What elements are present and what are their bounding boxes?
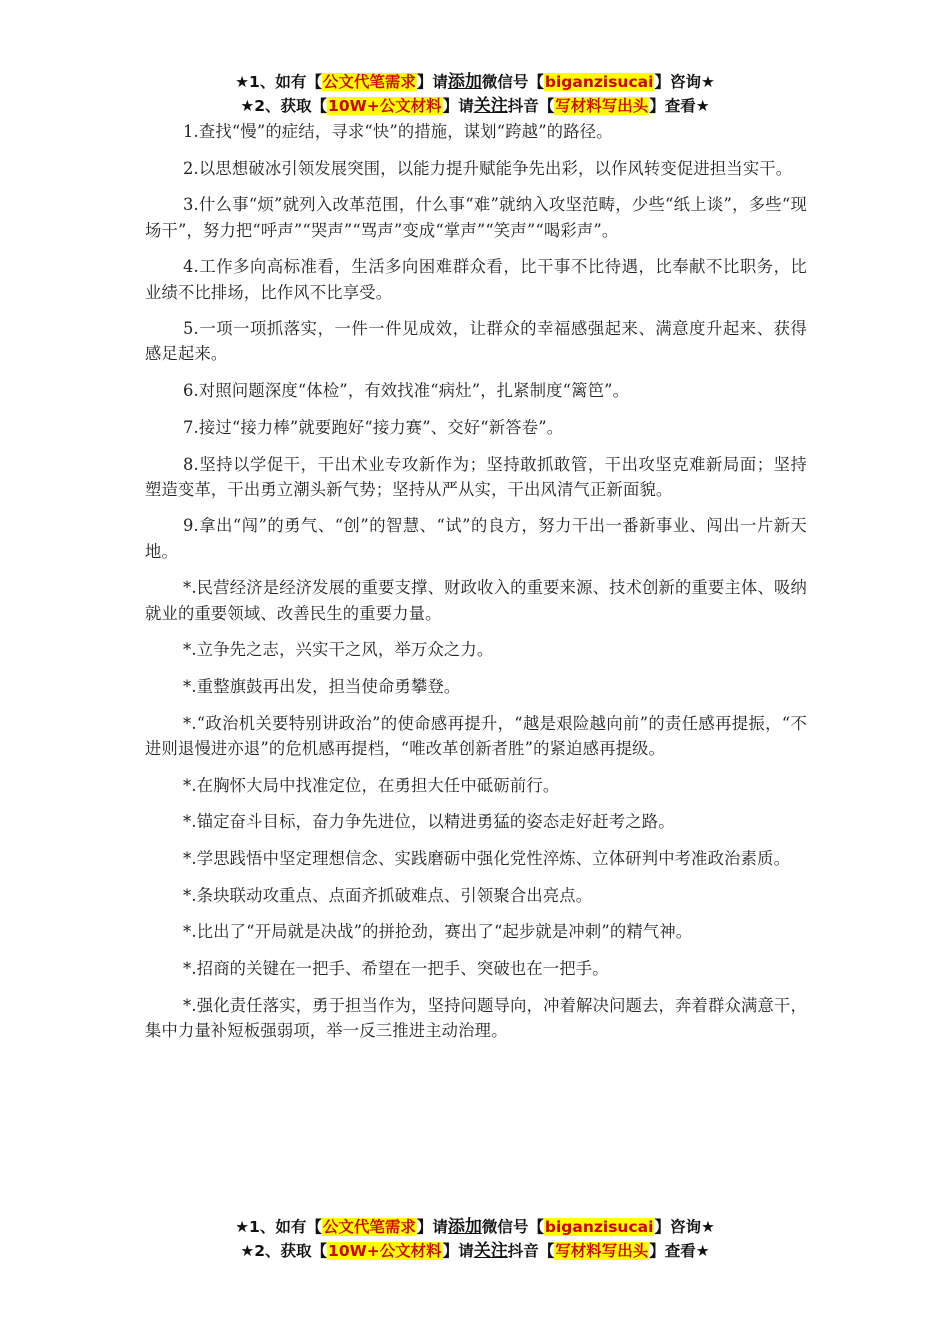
promo-line-2 xyxy=(0,94,950,118)
promo-highlight: 公文代笔需求 xyxy=(322,1218,416,1236)
promo-banner-bottom xyxy=(0,1215,950,1263)
paragraph: 7.接过“接力棒”就要跑好“接力赛”、交好“新答卷”。 xyxy=(183,417,564,437)
paragraph: *.条块联动攻重点、点面齐抓破难点、引领聚合出亮点。 xyxy=(183,885,593,905)
promo-text: 】咨询★ xyxy=(654,73,715,91)
paragraph: *.锚定奋斗目标，奋力争先进位，以精进勇猛的姿态走好赶考之路。 xyxy=(183,812,675,832)
paragraph: *.民营经济是经济发展的重要支撑、财政收入的重要来源、技术创新的重要主体、吸纳就业的重要领域、改善民生的重要力量。 xyxy=(145,578,807,623)
promo-text: 抖音【 xyxy=(507,1242,555,1260)
promo-text: 】查看★ xyxy=(649,1242,710,1260)
paragraph: 1.查找“慢”的症结，寻求“快”的措施，谋划“跨越”的路径。 xyxy=(183,122,613,141)
promo-text: ★1、如有【 xyxy=(235,1218,322,1236)
promo-text: ★2、获取【 xyxy=(240,1242,328,1260)
paragraph: *.强化责任落实，勇于担当作为，坚持问题导向，冲着解决问题去，奔着群众满意干，集中力量补短板强弱项，举一反三推进主动治理。 xyxy=(145,995,807,1040)
promo-wechat-id: biganzisucai xyxy=(544,73,654,91)
promo-text: 微信号【 xyxy=(481,73,544,91)
promo-douyin-id: 写材料写出头 xyxy=(555,97,649,115)
paragraph: *.比出了“开局就是决战”的拼抢劲，赛出了“起步就是冲刺”的精气神。 xyxy=(183,922,693,942)
promo-line-2 xyxy=(0,1239,950,1263)
promo-emphasis: 关注 xyxy=(473,96,508,116)
promo-text: 】请 xyxy=(416,73,448,91)
paragraph: 5.一项一项抓落实，一件一件见成效，让群众的幸福感强起来、满意度升起来、获得感足起来。 xyxy=(145,319,807,364)
promo-emphasis: 添加 xyxy=(447,1217,482,1237)
paragraph: 8.坚持以学促干，干出术业专攻新作为；坚持敢抓敢管，干出攻坚克难新局面；坚持塑造变革，干出勇立潮头新气势；坚持从严从实，干出风清气正新面貌。 xyxy=(145,454,807,499)
paragraph: *.招商的关键在一把手、希望在一把手、突破也在一把手。 xyxy=(183,959,609,979)
promo-text: 】请 xyxy=(416,1218,448,1236)
promo-text: 】请 xyxy=(442,1242,474,1260)
promo-emphasis: 添加 xyxy=(447,72,482,92)
promo-highlight: 公文代笔需求 xyxy=(322,73,416,91)
promo-highlight: 10W+公文材料 xyxy=(328,1242,442,1260)
paragraph: 9.拿出“闯”的勇气、“创”的智慧、“试”的良方，努力干出一番新事业、闯出一片新天地。 xyxy=(145,516,807,561)
promo-text: 】咨询★ xyxy=(654,1218,715,1236)
paragraph: 3.什么事“烦”就列入改革范围，什么事“难”就纳入攻坚范畴，少些“纸上谈”，多些“现场干”，努力把“呼声”“哭声”“骂声”变成“掌声”“笑声”“喝彩声”。 xyxy=(145,195,807,240)
paragraph: 6.对照问题深度“体检”，有效找准“病灶”，扎紧制度“篱笆”。 xyxy=(183,381,630,401)
promo-text: 微信号【 xyxy=(481,1218,544,1236)
promo-text: 】请 xyxy=(442,97,474,115)
document-body xyxy=(145,119,807,1055)
promo-text: ★1、如有【 xyxy=(235,73,322,91)
paragraph: *.“政治机关要特别讲政治”的使命感再提升，“越是艰险越向前”的责任感再提振，“不进则退慢进亦退”的危机感再提档，“唯改革创新者胜”的紧迫感再提级。 xyxy=(145,713,807,758)
paragraph: 2.以思想破冰引领发展突围，以能力提升赋能争先出彩，以作风转变促进担当实干。 xyxy=(183,158,793,178)
paragraph: 4.工作多向高标准看，生活多向困难群众看，比干事不比待遇，比奉献不比职务，比业绩不比排场，比作风不比享受。 xyxy=(145,257,807,302)
promo-line-1 xyxy=(0,70,950,94)
promo-text: 】查看★ xyxy=(649,97,710,115)
promo-text: ★2、获取【 xyxy=(240,97,328,115)
promo-line-1 xyxy=(0,1215,950,1239)
promo-text: 抖音【 xyxy=(507,97,555,115)
promo-wechat-id: biganzisucai xyxy=(544,1218,654,1236)
promo-banner-top xyxy=(0,70,950,118)
paragraph: *.重整旗鼓再出发，担当使命勇攀登。 xyxy=(183,676,461,696)
promo-emphasis: 关注 xyxy=(473,1241,508,1261)
paragraph: *.学思践悟中坚定理想信念、实践磨砺中强化党性淬炼、立体研判中考准政治素质。 xyxy=(183,848,791,868)
promo-douyin-id: 写材料写出头 xyxy=(555,1242,649,1260)
promo-highlight: 10W+公文材料 xyxy=(328,97,442,115)
paragraph: *.立争先之志，兴实干之风，举万众之力。 xyxy=(183,640,494,660)
paragraph: *.在胸怀大局中找准定位，在勇担大任中砥砺前行。 xyxy=(183,775,560,795)
